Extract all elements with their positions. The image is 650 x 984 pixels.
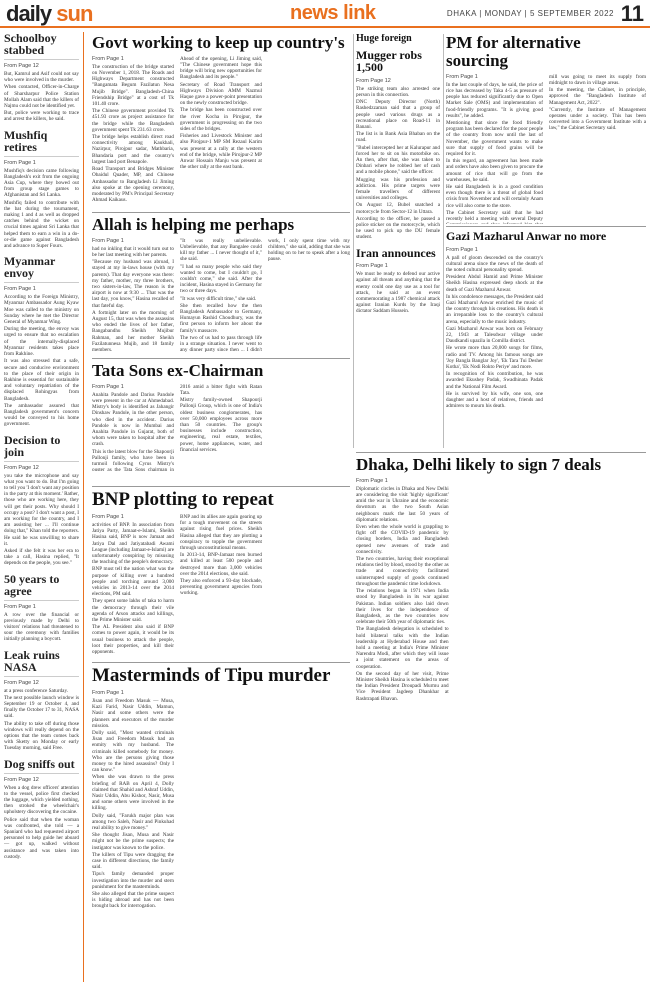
story-headline-iran: Iran announces [356,245,436,260]
dateline: DHAKA | MONDAY | 5 SEPTEMBER 2022 [446,9,614,18]
story-para: "It was really unbelievable. Unbelievable, that any Bangalee could kill my father ... I never thought of it," she said. [180,237,262,263]
logo-daily: daily [6,1,52,26]
brief-schoolboy-stabbed[interactable] [4,32,79,123]
story-para: Tipu's family demanded proper investigation into the murder and stern punishment for the masterminds. [92,871,174,890]
brief-title: Mushfiq retires [4,129,79,157]
story-para: In the last couple of days, he said, the price of rice has decreased by Taka 4-5 as pressure of people has reduced significantly due to Open Market Sale (OMS) and implementation of food-friendly programs. "It is giving good results", he added. [446,81,543,119]
story-para: The striking team also arrested one person in this connection. [356,85,440,98]
page-number: 11 [620,1,644,26]
story-para: They also enforced a 93-day blockade, preventing government agencies from working. [180,577,262,597]
story-para: He said Bangladesh is in a good condition even though there is a threat of global food crisis from November and will certainly Anam rice will also come to the store. [446,183,543,209]
story-para: On the second day of her visit, Prime Minister Sheikh Hasina is scheduled to meet the Indian President Droupadi Murmu and Vice President Jagdeep Dhankhar at Rashtrapati Bhavan. [356,670,449,702]
brief-para: Mushfiq failed to contribute with the bat during the tournament, making 1 and 4 as well as dropped catches behind the wicket on crucial times against Sri Lanka that helped them to earn a win in a do-or-die game against Bangladesh and advance to Super Fours. [4,199,79,250]
story-para: "Currently, the Institute of Management operates under a society. This has been converted into a Government Institute with a law," the Cabinet Secretary said. [549,106,646,132]
story-para: Dolly said, "Most wanted criminals Jisan and Freedom Masuk had an enmity with my husband. The criminals killed somebody for money. Who are the persons giving those money to the hired assassins? Only I can know." [92,729,174,774]
story-para: Even when the whole world is grappling to fight off the COVID-19 pandemic by closing borders, India and Bangladesh opened new avenues of trade and connectivity. [356,524,449,555]
section-title: news link [290,2,376,24]
story-tata-sons[interactable] [92,362,350,482]
story-para: In recognition of his contribution, he was awarded Ekushey Padak, Swadhinata Padak and the National Film Award. [446,371,543,390]
story-byline: From Page 1 [446,73,478,80]
story-tipu-murder[interactable] [92,666,350,980]
story-para: The Chinese government provided Tk 451.93 crore as project assistance for the bridge while the Bangladesh government spent Tk 231.63 crore. [92,108,174,133]
story-body [92,690,350,980]
brief-byline: From Page 12 [4,464,39,471]
story-headline: Masterminds of Tipu murder [92,666,331,686]
divider [356,452,646,453]
story-byline: From Page 1 [92,55,124,62]
brief-para: Mushfiq's decision came following Bangladesh's exit from the ongoing Asia Cup, where they bowed out from group stage games to Afghanistan and Sri Lanka. [4,167,79,199]
brief-byline: From Page 1 [4,603,36,610]
story-headline: Gazi Mazharul Anwar no more [446,230,607,243]
story-para: The Bangladesh delegation is scheduled to hold bilateral talks with the Indian leadership at Hyderabad House and then hold a meeting at India's Prime Minister Narendra Modi, after which they will issue a joint statement on the areas of cooperation. [356,626,449,670]
story-para: In his condolence messages, the President said Gazi Mazharul Anwar enriched the music of the country through his creations. His death is an irreparable loss to the country's cultural arena, especially to the music industry. [446,293,543,325]
story-subhead: Mugger robs 1,500 [356,47,422,75]
brief-byline: From Page 12 [4,63,39,69]
brief-byline: From Page 12 [4,776,39,783]
brief-para: During the meeting, the envoy was urged to ensure that no escalation of the internally-displaced Myanmar residents takes place from Rakhine. [4,326,79,358]
story-para: activities of BNP. In association from Jatiya Party, Jamaat-e-Islami, Sheikh Hasina said, BNP is now Jamaat and Jatiya Dal and Jatiyatabadi Awami League (including Jamaat-e-Islami) are unfortunately conspiring by misusing the teaching of the people's democracy. [92,521,174,566]
story-para: The Cabinet Secretary said that he had recently held a meeting with several Deputy mill was going to meet its supply from midnight to dawn in village areas. [446,73,646,222]
story-para: Diplomatic circles in Dhaka and New Delhi are considering the visit 'highly significant' amid the war in Ukraine and the economic downturn as the two South Asian neighbours mark the last 50 years of diplomatic relations. [356,485,449,523]
story-byline: From Page 1 [92,237,124,244]
story-byline: From Page 1 [356,263,388,270]
divider [92,486,350,487]
story-para: Mugging was his profession and addiction. His prime targets were female travellers of different universities and colleges. [356,176,440,202]
brief-dog-sniffs-out[interactable] [4,758,79,860]
divider [446,226,646,227]
briefs-column [4,32,84,982]
story-para: BNP and its allies are again gearing up for a tough movement on the streets against rising fuel prices. Sheikh Hasina alleged that they are plotting a conspiracy to topple the government through unconstitutional means. [180,513,262,551]
story-para: Mentioning that since the food friendly program has been declared for the poor people of the country from now until the last of November, the government wants to make sure that supply of food grains will be required for it. [446,119,543,157]
story-para: They spent some lakhs of taka to harm the democracy through their vile agenda of Arson attacks and killings, the Prime Minister said. [92,598,174,623]
story-para: He is survived by his wife, one son, one daughter and a host of relatives, friends and admirers to mourn his death. [446,390,543,410]
story-para: Dolly said, "Farukh major plan was among two Saleh, Nasir and Pinkuhad real ability to give money." [92,812,174,831]
story-para: In 2013-14, BNP-Jamaat men burned and killed at least 500 people and destroyed more than 3,000 vehicles over the 2014 elections, she said. [180,552,262,577]
story-para: The construction of the bridge started on November 1, 2018. The Roads and Highways Department constructed "Bangamata Begum Fazilatun Nesa Mujib Bridge". Bangladesh-China Friendship Bridge" at a cost of Tk 101.40 crore. [92,63,174,108]
brief-title: Decision to join [4,434,79,462]
story-para: The AL President also said if BNP comes to power again, it would be its usual business to attack the people, loot their properties, and kill their opponents. [92,624,174,655]
story-para: Ahead of the opening, Li Jiming said, "The Chinese government hope this bridge will bring new opportunities for Bangladesh and its people." [180,55,262,81]
story-para: In this regard, an agreement has been made and orders have also been given to procure the amount of rice that will go from the warehouses, he said. [446,158,543,183]
story-para: had no inkling that it would turn out to be her last meeting with her parents. [92,245,174,259]
story-para: The list is in Bank Asia Bhaban on the road. [356,131,440,144]
story-dhaka-delhi[interactable] [356,456,646,980]
brief-para: Asked if she felt it was her era to take a call, Hasina replied, "It depends on the people, you see." [4,547,79,567]
brief-para: A row over the financial or previously made by Delhi to visitors' relations had threatened to sour the ceremony with families initially planning a boycott. [4,611,79,643]
story-para: She then recalled how the then Bangladesh Ambassador to Germany, Humayun Rashid Choudhury, was the first person to inform her about the family's massacre. [180,302,262,334]
story-para: In the meeting, the Cabinet, in principle, approved the "Bangladesh Institute of Management Act, 2022". [549,87,646,106]
brief-para: When contacted, Officer-in-Charge of Sharsharpur Police Station Mollah Alam said that the killers of Najmu could not be identified yet. [4,84,79,110]
story-para: The two of us had to pass through life in a strange situation. I never went to any dinner party since then ... I didn't work, I only spent time with my children," she said, adding that she was holding on to her to speak after a long pause. [180,237,350,354]
story-headline: BNP plotting to repeat [92,490,274,510]
story-para: Anahita Pandole and Darius Pandole were present in the car at Ahmedabad. Mistry's body is identified as Jahangir Dinshaw Pandole, in the other person, who died in the accident. Darius Pandole is now in Mumbai and Anahita Pandole in Gujarat, both of whom were taken to hospital after the crash. [92,391,174,448]
divider [92,662,350,663]
story-para: DNC Deputy Director (North) Rashedzzaman said that a group of people used various drugs as a recreational place on Road-11 in Banani. [356,99,440,130]
story-body [92,238,350,354]
story-govt-working[interactable] [92,34,350,210]
divider [443,34,444,448]
story-byline: From Page 1 [356,477,388,484]
story-para: Secretary of Road Transport and Highways Division AMM Nazmul Haque gave a power-point presentation on the newly constructed bridge. [180,81,262,107]
story-byline: From Page 1 [446,246,478,253]
story-pm-alternative[interactable] [446,34,646,224]
masthead [0,0,650,28]
story-para: The bridge helps establish direct road connectivity among Kaukhali, Nazirpur, Pirojpur sadar, Mathbaria, Bhandaria port and the country's largest land port Benapole. [92,134,174,165]
story-byline: From Page 1 [92,689,124,696]
brief-title: Schoolboy stabbed [4,32,79,60]
brief-title: Leak ruins NASA [4,649,79,677]
story-para: The relations began in 1971 when India stood by Bangladesh in its war against Pakistan. Indian soldiers also laid down their lives for the independence of Bangladesh, as the two countries now celebrate their 50th year of diplomatic ties. [356,588,449,626]
brief-para: But, Kamrul and Asif could not say who were involved in the murder. [4,71,79,84]
brief-para: It was also stressed that a safe, secure and conducive environment to the place of their origin in Rakhine is essential for sustainable and voluntary repatriation of the displaced Rohingyas from Bangladesh. [4,358,79,402]
story-para: This is the latest blow for the Shapoorji Pallonji family, who have been in turmoil following Cyrus Mistry's ouster as the Tata Sons chairman in 2016 amid a bitter fight with Ratan Tata. [92,383,262,474]
story-para: BNP must tell the nation what was the purpose of killing over a hundred people and torching around 3,000 vehicles in 2013-14 over the 2014 elections, PM said. [92,566,174,598]
story-para: Fisheries and Livestock Minister and also Pirojpur-1 MP SM Rezaul Karim was present at a rally at the western end of the bridge, while Pirojpur-2 MP Anwar Hossain Manju was present at the other rally at the east bank. [180,133,262,171]
newspaper-logo[interactable] [6,1,92,27]
story-body [92,384,350,480]
divider [92,358,350,359]
brief-para: When a dog drew officers' attention to the vessel, police first checked the luggage, which yielded nothing, then stroked the wheelchair's upholstery discovering the cocaine. [4,784,79,816]
story-huge-foreign[interactable] [356,34,440,449]
story-para: Mistry family-owned Shapoorji Pallonji Group, which is one of India's oldest business conglomerates, has over 50,000 employees across more than 50 countries. The group's businesses include construction, engineering, real estate, textiles, power, home appliances, water, and financial services. [180,397,262,453]
story-headline: Allah is helping me perhaps [92,216,295,234]
story-body [92,56,350,206]
story-para: He wrote more than 20,000 songs for films, radio and TV. Among his famous songs are 'Joy Bangla Banglar Joy', 'Ek Tara Tui Desher Kotha', 'Ek Nodi Rokto Periye' and more. [446,345,543,371]
brief-para: Police said that when the woman was confronted, she told — a Spaniard who had requested airport personnel to help guide her aboard — got up, walked without assistance and was taken into custody. [4,816,79,860]
story-headline: Huge foreign [356,34,412,44]
story-headline: Tata Sons ex-Chairman [92,362,264,380]
brief-para: The next possible launch window is September 19 or October 4, and finally the October 17 to 31, NASA said. [4,694,79,720]
story-para: "Bubel intercepted her at Kalurapur and forced her to sit on his motorbike on. An then, after that, she was taken to Dinbari where he robbed her of cash and a mobile phone," said the officer. [356,144,440,176]
story-para: She also alleged that the prime suspect is hiding abroad and has not been brought back for interrogation. [92,891,174,910]
brief-title: 50 years to agree [4,573,79,601]
story-para: According to the officer, he passed a police sticker on the motorcycle, which he used to pick up the DU female student. [356,215,440,241]
story-body [92,514,350,656]
story-bnp-plotting[interactable] [92,490,350,658]
brief-decision-to-join[interactable] [4,434,79,567]
brief-mushfiq-retires[interactable] [4,129,79,250]
story-body [356,478,646,978]
story-byline: From Page 1 [92,513,124,520]
logo-sun: sun [56,1,93,26]
story-para: President Abdul Hamid and Prime Minister Sheikh Hasina expressed deep shock at the death of Gazi Mazharul Anwar. [446,274,543,293]
story-para: We must be ready to defend our active against all threats and anything that the enemy could one day use as a tool for attack, he said at an event commemorating a 1987 chemical attack against Iranian Kurds by the Iraqi dictator Saddam Hussein. [356,271,440,315]
divider [92,212,350,213]
story-body [446,247,646,447]
story-para: A fortnight later on the morning of August 15, that was when the assassins who ended the lives of her father, Bangabandhu Sheikh Mujibur Rahman, and her mother Sheikh Fazilatunnesa Mujib, and 18 family members. [92,309,174,354]
divider [353,34,354,448]
story-byline: From Page 1 [92,383,124,390]
story-para: A pall of gloom descended on the country's cultural arena since the news of the death of the noted cultural personality spread. [446,254,543,273]
brief-leak-ruins-nasa[interactable] [4,649,79,752]
story-para: The two countries, having their exceptional relations tied by blood, stood by the other as trade and connectivity facilitated uninterrupted supply of goods continued throughout the pandemic time lockdown. [356,556,449,587]
story-para: "Because my husband was abroad, I stayed at my in-laws house (with my parents). That day everyone was there: my father, mother, my three brothers, two sisters-in-law, The reason is the airport is now at 9:30 ... That was the last day, you know," Hasina recalled of that fateful day. [92,259,174,309]
brief-myanmar-envoy[interactable] [4,255,79,427]
story-para: "It was very difficult time," she said. [180,295,257,302]
brief-title: Myanmar envoy [4,255,79,283]
brief-para: you take the microphone and say what you want to do. But I'm going to tell you 'I don't want any position in the party at this moment.' Rather, those who are working here, they will get their posts. Why should I occupy a post? I don't want a post, I am working for the country, and I am assisting her ... I'll continue doing that," Khan told the reporters. He said he was unwilling to share it. [4,472,79,547]
brief-byline: From Page 12 [4,679,39,686]
brief-byline: From Page 1 [4,159,36,166]
story-para: The bridge has been constructed over the river Kocha in Pirojpur, the government is progressing on the two sides of the bridges. [180,107,262,133]
brief-para: But, police were working to trace and arrest the killers, he said. [4,110,79,123]
story-allah-helping[interactable] [92,216,350,356]
story-headline: Dhaka, Delhi likely to sign 7 deals [356,456,602,474]
brief-para: at a press conference Saturday. [4,687,69,694]
story-para: Jisan and Freedom Masuk — Musa, Kazi Farid, Nasir Uddin, Mamun, Nasir and some others were the planners and executors of the murder mission. [92,697,174,729]
brief-title: Dog sniffs out [4,758,79,774]
brief-para: The ability to take off during those windows will really depend on the options that the team comes back with Sketty on Monday or early Tuesday morning, said Free. [4,720,79,752]
story-para: When she was drawn to the press briefing of RAB on April 4, Dolly claimed that Shahid and Ashraf Uddin, Nasir Uddin, Abu Kishor, Nasir, Musa and some others were involved in the killing. [92,774,174,812]
brief-para: According to the Foreign Ministry, Myanmar Ambassador Aung Kyaw Moe was called to the ministry on Sunday where he met the Director General of Myanmar Wing. [4,294,79,326]
story-body [446,74,646,224]
story-para: "I had so many people who said they wanted to come, but I couldn't go, I couldn't come," she said. After the incident, Hasina stayed in Germany for two or three days. [180,263,262,295]
story-para: On August 12, Bubel snatched a motorcycle from Sector-12 in Uttara. [356,202,440,215]
story-para: Gazi Mazharul Anwar was born on February 22, 1943 at Talesdwar village under Daudkandi upazila in Comilla district. [446,325,543,345]
story-para: Road Transport and Bridges Minister Obaidul Quader, MP, and Chinese Ambassador to Bangladesh Li Jiming also spoke at the opening ceremony, moderated by PM's Principal Secretary Ahmad Kaikaus. [92,166,174,204]
brief-byline: From Page 1 [4,286,36,293]
story-byline: From Page 12 [356,77,391,84]
story-para: She thought Jisan, Musa and Nasir might not be the prime suspects; the instigator was known to the police. [92,832,174,851]
story-headline: Govt working to keep up country's [92,34,345,52]
story-headline: PM for alternative sourcing [446,34,581,70]
story-para: The killers of Tipu were dragging the case in different directions, the family said. [92,851,174,871]
brief-para: The ambassador assured that Bangladesh government's concern would be conveyed to his home government. [4,402,79,428]
brief-50-years[interactable] [4,573,79,643]
story-gazi-mazharul[interactable] [446,230,646,448]
